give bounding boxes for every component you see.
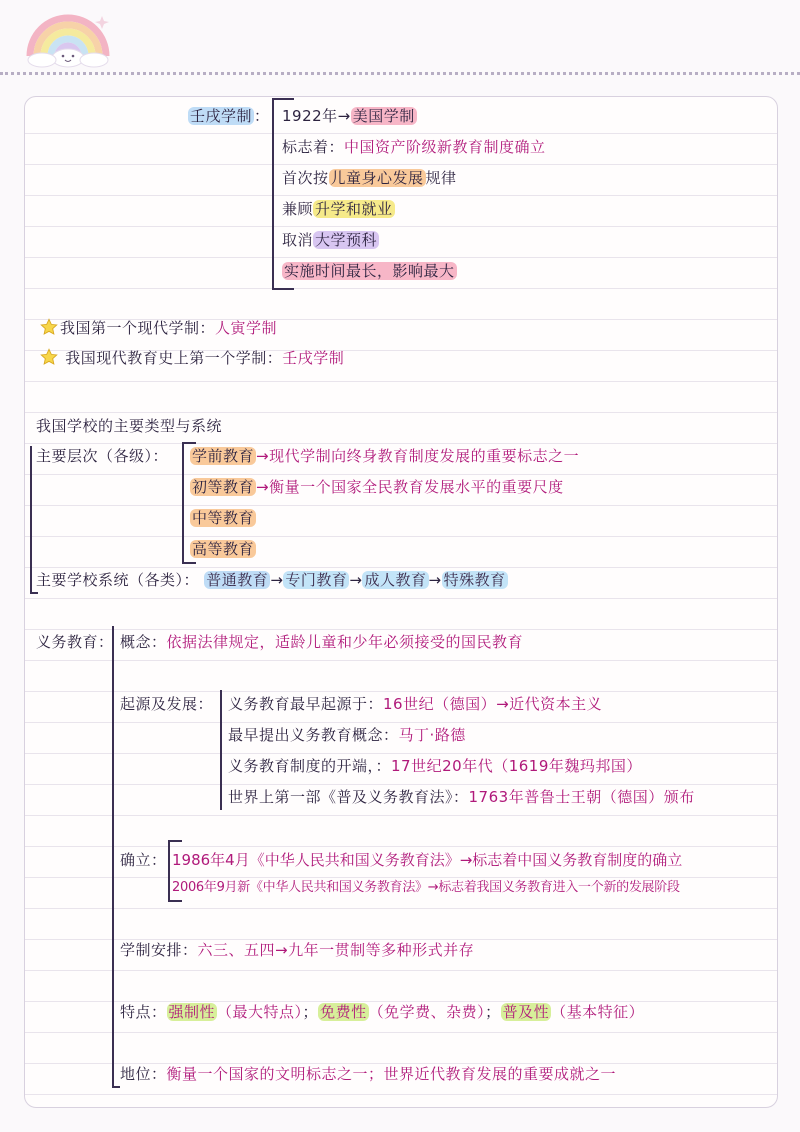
star-line-1: 我国第一个现代学制：人寅学制 (40, 318, 277, 338)
rainbow-cloud-icon (22, 8, 114, 68)
establish-2: 2006年9月新《中华人民共和国义务教育法》→标志着我国义务教育进入一个新的发展阶段 (172, 880, 680, 895)
level-item: 学前教育 →现代学制向终身教育制度发展的重要标志之一 (192, 447, 580, 465)
origin-label: 起源及发展： (120, 695, 214, 713)
origin-item: 世界上第一部《普及义务教育法》：1763年普鲁士王朝（德国）颁布 (228, 788, 695, 806)
renwu-item: 实施时间最长，影响最大 (284, 262, 455, 280)
systems-line: 主要学校系统（各类）： 普通教育 → 专门教育 → 成人教育 → 特殊教育 (36, 571, 506, 589)
star-icon (40, 318, 58, 336)
levels-label: 主要层次（各级）： (36, 447, 169, 465)
renwu-label: 壬戌学制 ： (190, 107, 270, 125)
renwu-item: 兼顾 升学和就业 (282, 200, 393, 218)
renwu-item: 1922年→ 美国学制 (282, 107, 415, 125)
origin-item: 义务教育制度的开端，：17世纪20年代（1619年魏玛邦国） (228, 757, 642, 775)
renwu-item: 取消 大学预科 (282, 231, 378, 249)
origin-item: 义务教育最早起源于：16世纪（德国）→近代资本主义 (228, 695, 603, 713)
star-line-2: 我国现代教育史上第一个学制：壬戌学制 (40, 348, 344, 368)
compulsory-bracket (112, 626, 120, 1088)
compulsory-label: 义务教育： (36, 633, 114, 651)
level-item: 中等教育 (192, 509, 255, 527)
star-icon (40, 348, 58, 366)
origin-bracket (220, 690, 228, 810)
level-item: 初等教育 →衡量一个国家全民教育发展水平的重要尺度 (192, 478, 564, 496)
establish-1: 1986年4月《中华人民共和国义务教育法》→标志着中国义务教育制度的确立 (172, 851, 683, 869)
arrange-line: 学制安排：六三、五四→九年一贯制等多种形式并存 (120, 941, 475, 959)
renwu-item: 标志着：中国资产阶级新教育制度确立 (282, 138, 546, 156)
renwu-item: 首次按 儿童身心发展 规律 (282, 169, 457, 187)
origin-item: 最早提出义务教育概念：马丁·路德 (228, 726, 466, 744)
types-title: 我国学校的主要类型与系统 (36, 417, 223, 435)
status-line: 地位：衡量一个国家的文明标志之一；世界近代教育发展的重要成就之一 (120, 1065, 617, 1083)
concept-line: 概念：依据法律规定，适龄儿童和少年必须接受的国民教育 (120, 633, 524, 651)
dotted-divider (0, 72, 800, 75)
establish-label: 确立： (120, 851, 167, 869)
level-item: 高等教育 (192, 540, 255, 558)
feature-line: 特点： 强制性 （最大特点）； 免费性 （免学费、杂费）； 普及性 （基本特征） (120, 1003, 645, 1021)
